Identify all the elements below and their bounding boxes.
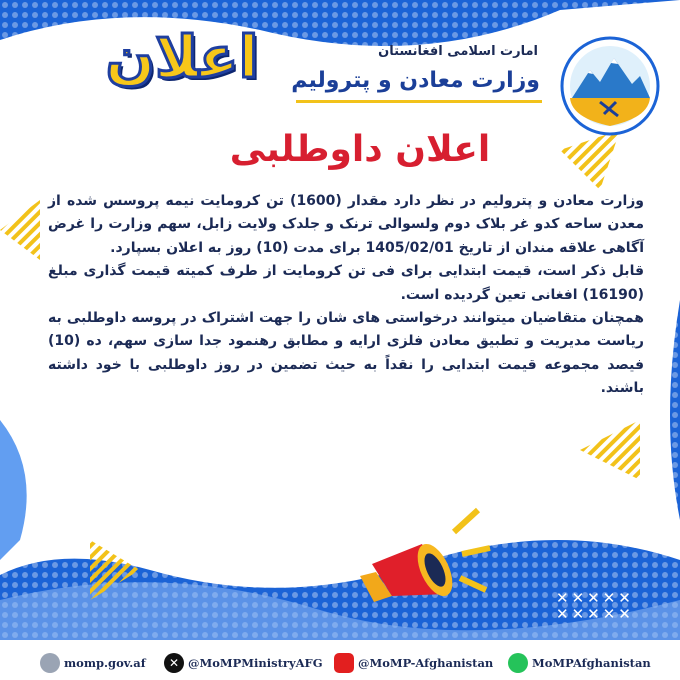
ministry-name: وزارت معادن و پترولیم — [291, 68, 540, 93]
x-handle-text: @MoMPMinistryAFG — [188, 656, 323, 670]
announcement-heading: اعلان — [105, 23, 259, 91]
notice-body — [48, 190, 644, 401]
decorative-crosses-top: ✕✕✕✕✕ ✕✕✕✕✕ — [48, 27, 126, 61]
footer-website[interactable] — [40, 653, 146, 673]
decorative-crosses-bottom: ✕✕✕✕✕ ✕✕✕✕✕ — [556, 589, 634, 623]
youtube-handle-text: @MoMP-Afghanistan — [358, 656, 494, 670]
notice-paragraph: قابل ذکر است، قیمت ابتدایی برای فی تن کرومایت از طرف کمیته قیمت گذاری مبلغ (16190) افغانی تعین گردیده است. — [48, 263, 644, 303]
footer-whatsapp[interactable] — [508, 653, 651, 673]
notice-paragraph: همچنان متقاضیان میتوانند درخواستی های شان را جهت اشتراک در پروسه داوطلبی به ریاست مدیریت و تطبیق معادن فلزی ارایه و مطابق رهنمود جدا سازی سهم، ده (10) فیصد مجموعه قیمت ابتدایی را نقداً به حیث تضمین در روز داوطلبی با خود داشته باشند. — [48, 310, 644, 397]
footer-bar — [0, 643, 680, 680]
notice-paragraph: وزارت معادن و پترولیم در نظر دارد مقدار (1600) تن کرومایت نیمه پروسس شده از معدن ساحه کدو غر بلاک دوم ولسوالی ترنک و جلدک ولایت زابل، سهم وزارت را غرض آگاهی علاقه مندان از تاریخ 1405/02/01 برای مدت (10) روز به اعلان بسپارد. — [48, 193, 645, 256]
youtube-icon — [334, 653, 354, 673]
emirate-name: امارت اسلامی افغانستان — [378, 44, 538, 59]
footer-x[interactable] — [164, 653, 323, 673]
ministry-logo-icon — [560, 36, 660, 136]
globe-icon — [40, 653, 60, 673]
website-text: momp.gov.af — [64, 656, 146, 670]
x-logo-icon: ✕ — [164, 653, 184, 673]
header-divider — [296, 100, 542, 103]
footer-youtube[interactable] — [334, 653, 493, 673]
notice-title: اعلان داوطلبی — [229, 129, 491, 170]
whatsapp-icon — [508, 653, 528, 673]
whatsapp-handle-text: MoMPAfghanistan — [532, 656, 651, 670]
megaphone-icon — [352, 498, 492, 618]
